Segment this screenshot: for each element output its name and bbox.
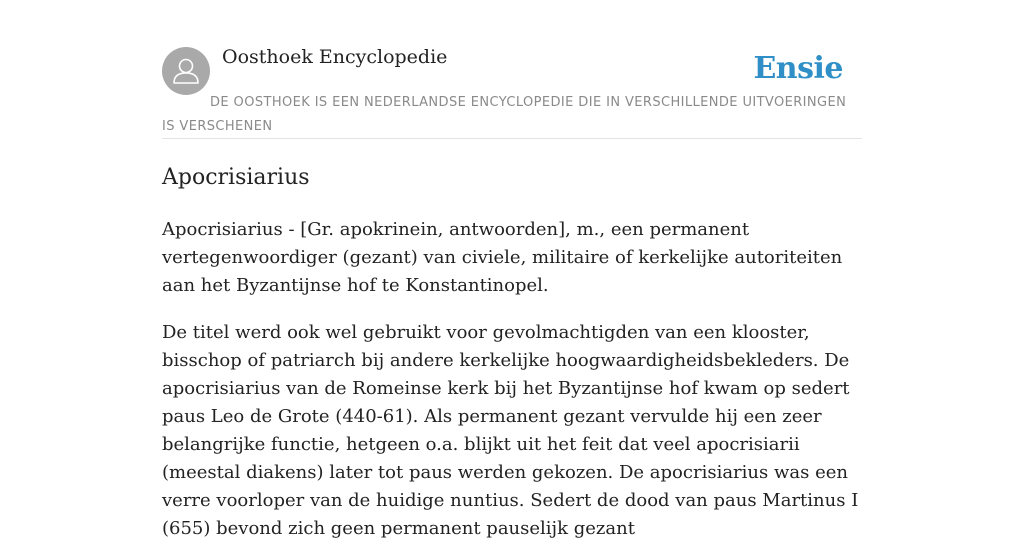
- person-outline-icon: [162, 47, 210, 95]
- user-avatar-icon[interactable]: [162, 47, 210, 95]
- page-container: [162, 0, 862, 539]
- site-title-link[interactable]: Oosthoek Encyclopedie: [222, 46, 448, 68]
- site-description: DE OOSTHOEK IS EEN NEDERLANDSE ENCYCLOPEDIE DIE IN VERSCHILLENDE UITVOERINGEN IS VERSCHENEN: [162, 95, 847, 134]
- article-paragraph: De titel werd ook wel gebruikt voor gevolmachtigden van een klooster, bisschop of patriarch bij andere kerkelijke hoogwaardigheidsbekleders. De apocrisiarius van de Romeinse kerk bij het Byzantijnse hof kwam op sedert paus Leo de Grote (440-61). Als permanent gezant vervulde hij een zeer belangrijke functie, hetgeen o.a. blijkt uit het feit dat veel apocrisiarii (meestal diakens) later tot paus werden gekozen. De apocrisiarius was een verre voorloper van de huidige nuntius. Sedert de dood van paus Martinus I (655) bevond zich geen permanent pauselijk gezant: [162, 322, 859, 539]
- site-header: [162, 0, 862, 139]
- ensie-logo[interactable]: Ensie: [753, 51, 843, 86]
- article-title: Apocrisiarius: [162, 165, 310, 190]
- article-paragraph: Apocrisiarius - [Gr. apokrinein, antwoorden], m., een permanent vertegenwoordiger (gezant) van civiele, militaire of kerkelijke autoriteiten aan het Byzantijnse hof te Konstantinopel.: [162, 219, 843, 296]
